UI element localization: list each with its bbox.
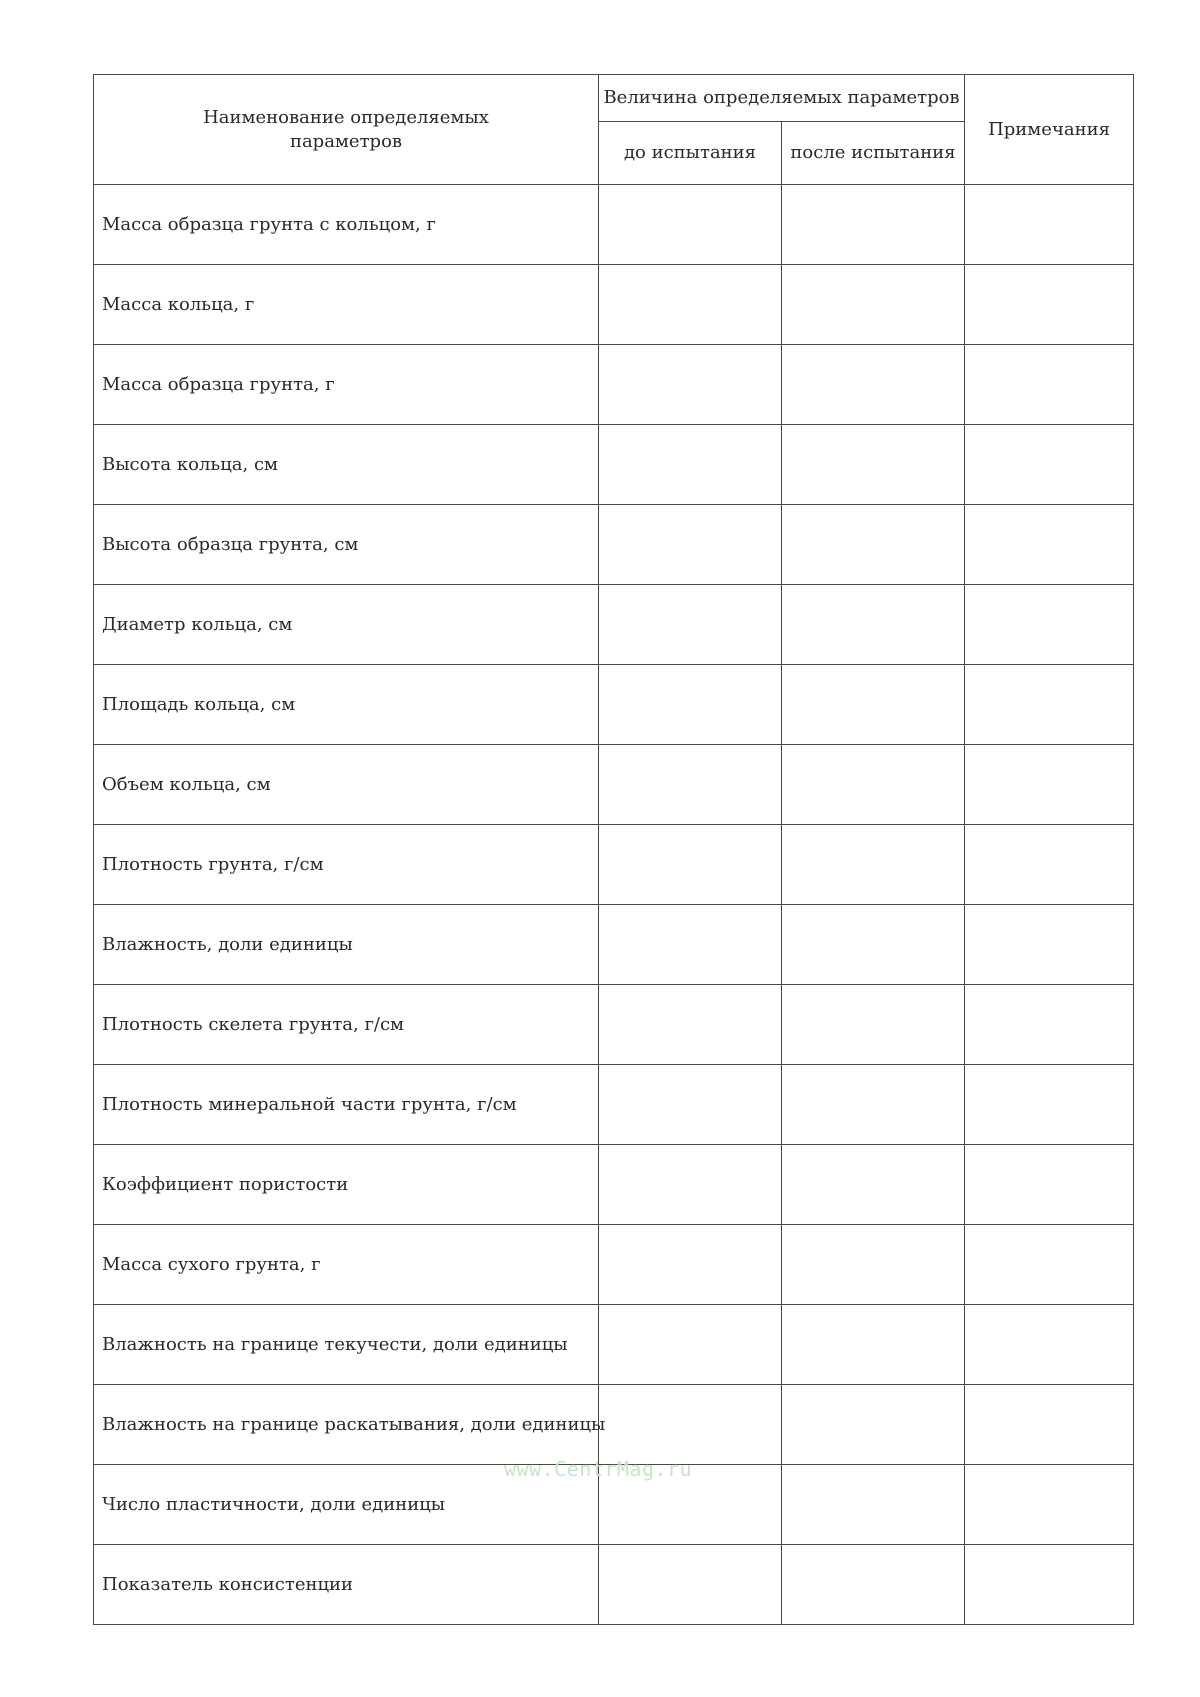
value-after-cell[interactable] (782, 585, 965, 665)
note-cell[interactable] (965, 1225, 1134, 1305)
note-cell[interactable] (965, 425, 1134, 505)
table-row (94, 185, 1134, 265)
value-after-cell[interactable] (782, 825, 965, 905)
table-row (94, 905, 1134, 985)
note-cell[interactable] (965, 585, 1134, 665)
value-after-cell[interactable] (782, 1225, 965, 1305)
value-after-cell[interactable] (782, 905, 965, 985)
header-values-group: Величина определяемых параметров (599, 75, 965, 122)
table-row (94, 745, 1134, 825)
table-row (94, 1225, 1134, 1305)
param-name-cell: Влажность на границе текучести, доли единицы (94, 1305, 599, 1385)
value-before-cell[interactable] (599, 825, 782, 905)
param-name-cell: Масса кольца, г (94, 265, 599, 345)
table-row (94, 665, 1134, 745)
table-row (94, 1145, 1134, 1225)
value-before-cell[interactable] (599, 425, 782, 505)
note-cell[interactable] (965, 665, 1134, 745)
param-name-cell: Высота кольца, см (94, 425, 599, 505)
param-name-cell: Плотность минеральной части грунта, г/см (94, 1065, 599, 1145)
param-name-cell: Высота образца грунта, см (94, 505, 599, 585)
note-cell[interactable] (965, 345, 1134, 425)
note-cell[interactable] (965, 825, 1134, 905)
param-name-cell: Масса образца грунта, г (94, 345, 599, 425)
table-row (94, 825, 1134, 905)
parameters-table (93, 74, 1134, 1625)
header-param-name: Наименование определяемых параметров (94, 75, 599, 185)
param-name-cell: Влажность, доли единицы (94, 905, 599, 985)
note-cell[interactable] (965, 1385, 1134, 1465)
table-row (94, 985, 1134, 1065)
note-cell[interactable] (965, 1545, 1134, 1625)
param-name-cell: Плотность грунта, г/см (94, 825, 599, 905)
value-after-cell[interactable] (782, 265, 965, 345)
param-name-cell: Число пластичности, доли единицы (94, 1465, 599, 1545)
note-cell[interactable] (965, 985, 1134, 1065)
table-row (94, 585, 1134, 665)
value-after-cell[interactable] (782, 1385, 965, 1465)
value-after-cell[interactable] (782, 505, 965, 585)
value-before-cell[interactable] (599, 745, 782, 825)
value-after-cell[interactable] (782, 345, 965, 425)
table-row (94, 505, 1134, 585)
value-after-cell[interactable] (782, 185, 965, 265)
watermark: www.CentrMag.ru (504, 1457, 693, 1481)
param-name-cell: Показатель консистенции (94, 1545, 599, 1625)
note-cell[interactable] (965, 185, 1134, 265)
note-cell[interactable] (965, 1065, 1134, 1145)
param-name-cell: Масса образца грунта с кольцом, г (94, 185, 599, 265)
value-before-cell[interactable] (599, 905, 782, 985)
header-row-top (94, 75, 1134, 122)
value-after-cell[interactable] (782, 985, 965, 1065)
value-before-cell[interactable] (599, 1225, 782, 1305)
value-after-cell[interactable] (782, 1305, 965, 1385)
value-before-cell[interactable] (599, 585, 782, 665)
value-before-cell[interactable] (599, 665, 782, 745)
note-cell[interactable] (965, 505, 1134, 585)
note-cell[interactable] (965, 1465, 1134, 1545)
value-before-cell[interactable] (599, 1385, 782, 1465)
header-before-test: до испытания (599, 122, 782, 185)
value-before-cell[interactable] (599, 1065, 782, 1145)
table-row (94, 425, 1134, 505)
note-cell[interactable] (965, 745, 1134, 825)
value-before-cell[interactable] (599, 265, 782, 345)
value-before-cell[interactable] (599, 985, 782, 1065)
param-name-cell: Диаметр кольца, см (94, 585, 599, 665)
value-before-cell[interactable] (599, 185, 782, 265)
value-after-cell[interactable] (782, 745, 965, 825)
table-row (94, 1385, 1134, 1465)
param-name-cell: Плотность скелета грунта, г/см (94, 985, 599, 1065)
table-row (94, 1545, 1134, 1625)
value-before-cell[interactable] (599, 345, 782, 425)
param-name-cell: Коэффициент пористости (94, 1145, 599, 1225)
value-after-cell[interactable] (782, 1065, 965, 1145)
value-after-cell[interactable] (782, 425, 965, 505)
header-notes: Примечания (965, 75, 1134, 185)
table-row (94, 345, 1134, 425)
note-cell[interactable] (965, 905, 1134, 985)
param-name-cell: Масса сухого грунта, г (94, 1225, 599, 1305)
value-after-cell[interactable] (782, 665, 965, 745)
param-name-cell: Влажность на границе раскатывания, доли единицы (94, 1385, 599, 1465)
param-name-cell: Объем кольца, см (94, 745, 599, 825)
value-after-cell[interactable] (782, 1145, 965, 1225)
value-before-cell[interactable] (599, 1145, 782, 1225)
table-row (94, 265, 1134, 345)
note-cell[interactable] (965, 265, 1134, 345)
header-after-test: после испытания (782, 122, 965, 185)
note-cell[interactable] (965, 1145, 1134, 1225)
value-after-cell[interactable] (782, 1545, 965, 1625)
value-before-cell[interactable] (599, 1305, 782, 1385)
note-cell[interactable] (965, 1305, 1134, 1385)
value-after-cell[interactable] (782, 1465, 965, 1545)
param-name-cell: Площадь кольца, см (94, 665, 599, 745)
table-row (94, 1305, 1134, 1385)
table-row (94, 1065, 1134, 1145)
value-before-cell[interactable] (599, 1545, 782, 1625)
table-body (94, 185, 1134, 1625)
value-before-cell[interactable] (599, 505, 782, 585)
